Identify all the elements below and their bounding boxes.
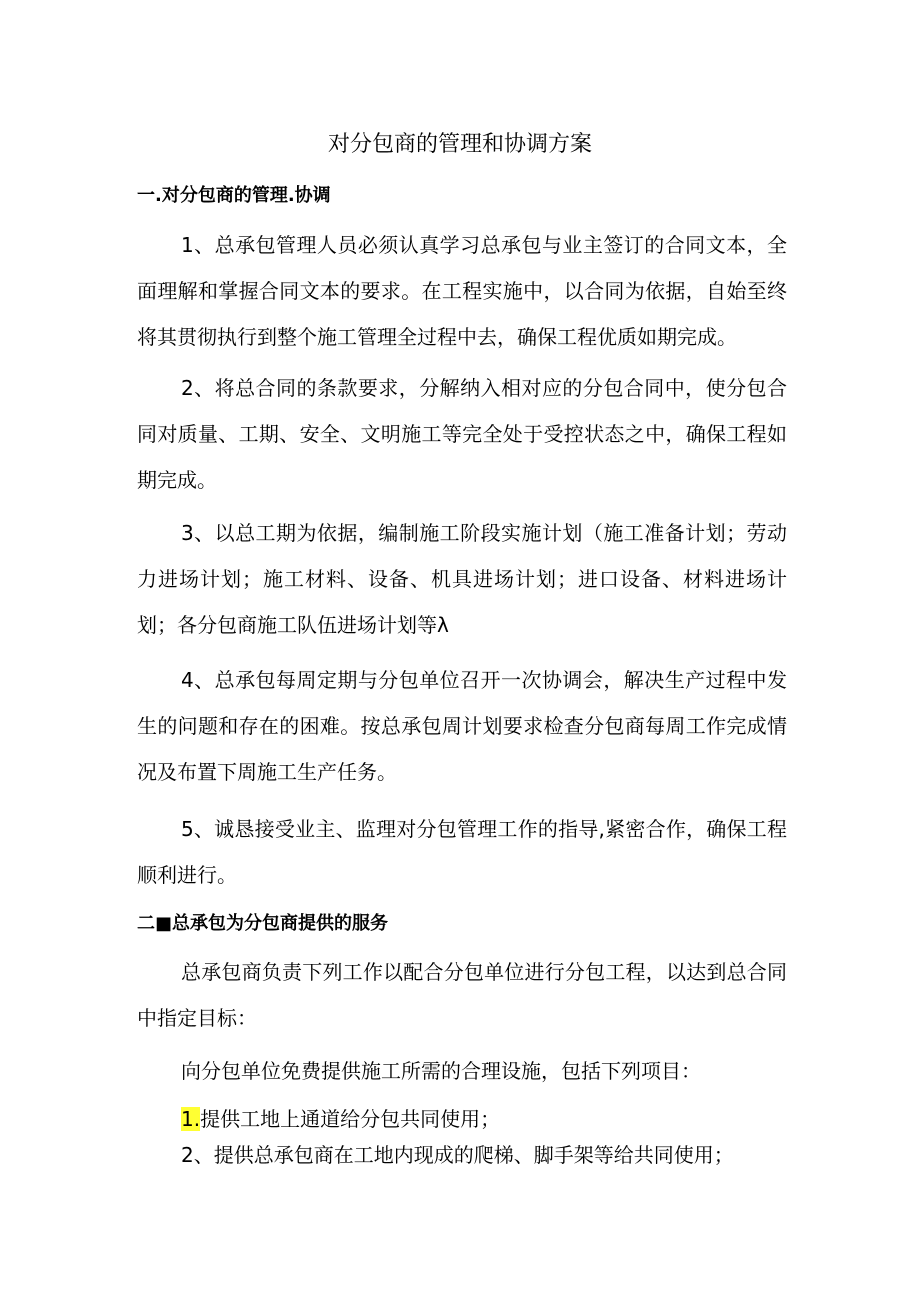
list-item-number: 2、 (181, 1143, 214, 1167)
list-item (181, 1102, 500, 1136)
section-2-lead: 向分包单位免费提供施工所需的合理设施，包括下列项目： (181, 1059, 701, 1083)
paragraph-3: 3、以总工期为依据，编制施工阶段实施计划（施工准备计划；劳动力进场计划；施工材料、设备、机具进场计划；进口设备、材料进场计划；各分包商施工队伍进场计划等λ (137, 521, 787, 637)
list-item-number: 1. (181, 1107, 201, 1131)
paragraph-4: 4、总承包每周定期与分包单位召开一次协调会，解决生产过程中发生的问题和存在的困难。按总承包周计划要求检查分包商每周工作完成情况及布置下周施工生产任务。 (137, 668, 787, 784)
section-heading-2: 二■总承包为分包商提供的服务 (137, 913, 389, 934)
paragraph-1: 1、总承包管理人员必须认真学习总承包与业主签订的合同文本，全面理解和掌握合同文本的要求。在工程实施中，以合同为依据，自始至终将其贯彻执行到整个施工管理全过程中去，确保工程优质如期完成。 (137, 233, 787, 349)
section-2-intro: 总承包商负责下列工作以配合分包单位进行分包工程，以达到总合同中指定目标： (137, 960, 787, 1030)
list-item (181, 1138, 734, 1172)
paragraph-5: 5、诚恳接受业主、监理对分包管理工作的指导,紧密合作，确保工程顺利进行。 (137, 817, 787, 887)
document-title: 对分包商的管理和协调方案 (327, 132, 592, 157)
list-item-text: 提供工地上通道给分包共同使用； (200, 1107, 501, 1131)
paragraph-2: 2、将总合同的条款要求，分解纳入相对应的分包合同中，使分包合同对质量、工期、安全、文明施工等完全处于受控状态之中，确保工程如期完成。 (137, 376, 787, 492)
list-item-text: 提供总承包商在工地内现成的爬梯、脚手架等给共同使用； (213, 1143, 734, 1167)
section-heading-1: 一.对分包商的管理.协调 (137, 185, 331, 206)
